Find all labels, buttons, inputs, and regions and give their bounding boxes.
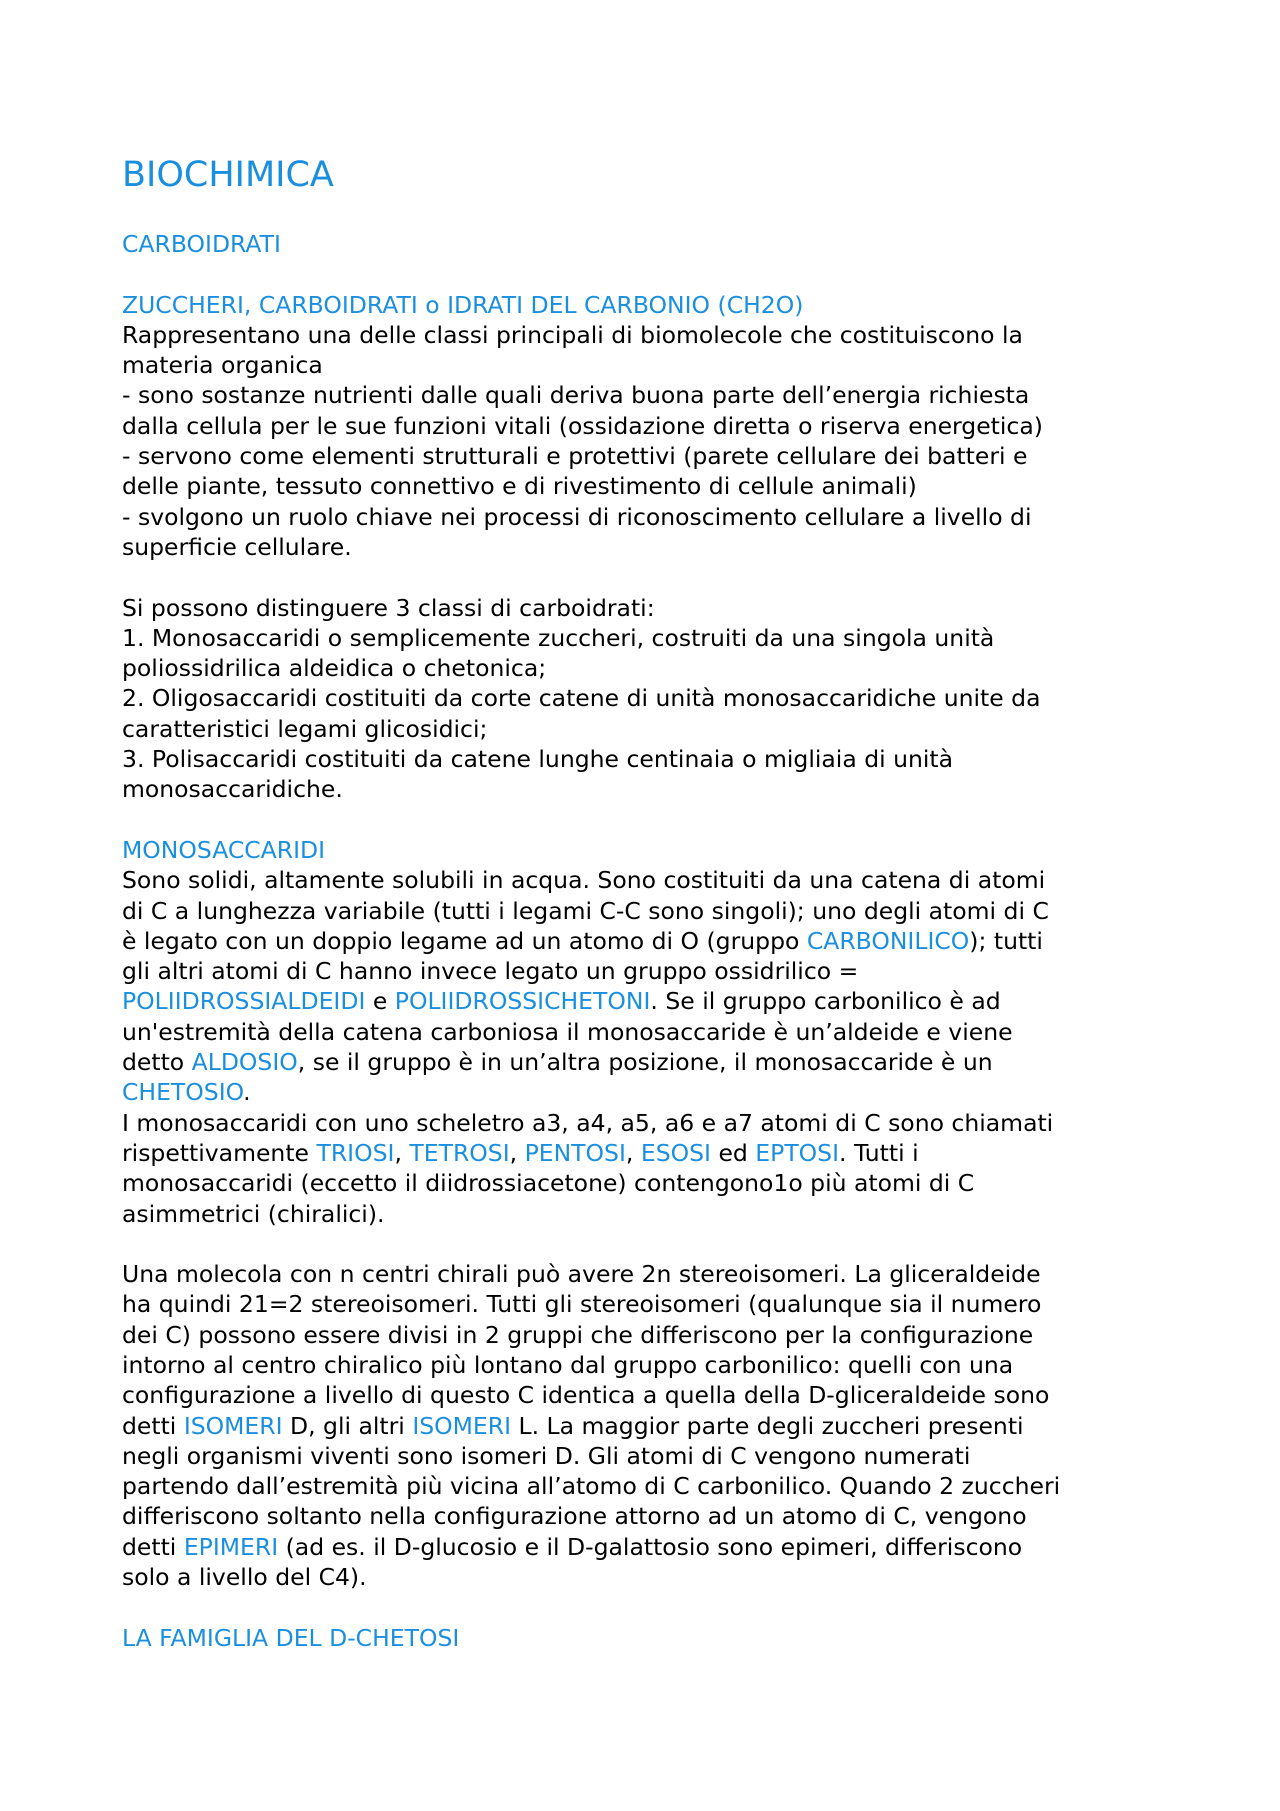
section-heading-carboidrati: CARBOIDRATI <box>122 230 281 258</box>
text-run: , <box>625 1138 641 1167</box>
text-line: 3. Polisaccaridi costituiti da catene lunghe centinaia o migliaia di unità <box>122 745 954 774</box>
text-run: è legato con un doppio legame ad un atomo di O (gruppo <box>122 926 807 955</box>
text-run: ); tutti <box>969 926 1043 955</box>
highlighted-term: EPIMERI <box>183 1532 279 1561</box>
text-run: D, gli altri <box>282 1411 413 1440</box>
text-line: asimmetrici (chiralici). <box>122 1199 385 1228</box>
text-run: e <box>365 987 395 1016</box>
stereoisomeri-paragraph <box>122 1259 1182 1592</box>
text-line: configurazione a livello di questo C identica a quella della D-gliceraldeide sono <box>122 1381 1050 1410</box>
text-line: gli altri atomi di C hanno invece legato un gruppo ossidrilico = <box>122 957 859 986</box>
text-line <box>122 1532 1182 1562</box>
text-line: - sono sostanze nutrienti dalle quali deriva buona parte dell’energia richiesta <box>122 381 1030 410</box>
text-line <box>122 1411 1182 1441</box>
highlighted-term: ISOMERI <box>412 1411 512 1440</box>
text-line: - servono come elementi strutturali e protettivi (parete cellulare dei batteri e <box>122 442 1028 471</box>
highlighted-term: PENTOSI <box>524 1138 626 1167</box>
highlighted-term: TRIOSI <box>316 1138 395 1167</box>
text-line: I monosaccaridi con uno scheletro a3, a4, a5, a6 e a7 atomi di C sono chiamati <box>122 1108 1054 1137</box>
text-line <box>122 1077 1182 1107</box>
text-line: - svolgono un ruolo chiave nei processi di riconoscimento cellulare a livello di <box>122 502 1032 531</box>
text-line: materia organica <box>122 351 323 380</box>
text-line <box>122 926 1182 956</box>
text-line: Si possono distinguere 3 classi di carboidrati: <box>122 593 655 622</box>
subsection-heading-zuccheri: ZUCCHERI, CARBOIDRATI o IDRATI DEL CARBONIO (CH2O) <box>122 290 804 319</box>
text-line: solo a livello del C4). <box>122 1563 367 1592</box>
text-line: monosaccaridi (eccetto il diidrossiacetone) contengono1o più atomi di C <box>122 1169 975 1198</box>
text-line: Sono solidi, altamente solubili in acqua. Sono costituiti da una catena di atomi <box>122 866 1046 895</box>
text-line: dalla cellula per le sue funzioni vitali (ossidazione diretta o riserva energetica) <box>122 411 1043 440</box>
monosaccaridi-paragraph <box>122 865 1182 1229</box>
text-line: Una molecola con n centri chirali può avere 2n stereoisomeri. La gliceraldeide <box>122 1260 1041 1289</box>
highlighted-term: POLIIDROSSIALDEIDI <box>122 987 366 1016</box>
highlighted-term: POLIIDROSSICHETONI <box>394 987 651 1016</box>
spacer <box>122 1592 1182 1622</box>
text-run: detti <box>122 1411 184 1440</box>
text-run: , <box>509 1138 525 1167</box>
text-line: superficie cellulare. <box>122 532 352 561</box>
highlighted-term: ALDOSIO <box>191 1048 298 1077</box>
spacer <box>122 259 1182 289</box>
text-line: Rappresentano una delle classi principali di biomolecole che costituiscono la <box>122 320 1023 349</box>
document-page <box>122 150 1182 1653</box>
text-line: intorno al centro chiralico più lontano dal gruppo carbonilico: quelli con una <box>122 1350 1014 1379</box>
text-line <box>122 986 1182 1016</box>
section-heading-d-chetosi: LA FAMIGLIA DEL D-CHETOSI <box>122 1623 460 1652</box>
text-run: ed <box>710 1138 756 1167</box>
text-line: caratteristici legami glicosidici; <box>122 714 488 743</box>
spacer <box>122 562 1182 592</box>
text-run: , se il gruppo è in un’altra posizione, il monosaccaride è un <box>297 1048 993 1077</box>
highlighted-term: ESOSI <box>640 1138 711 1167</box>
classes-paragraph <box>122 593 1182 805</box>
text-run: . Se il gruppo carbonilico è ad <box>650 987 1001 1016</box>
text-run: , <box>394 1138 410 1167</box>
text-line: poliossidrilica aldeidica o chetonica; <box>122 654 547 683</box>
text-line: di C a lunghezza variabile (tutti i legami C-C sono singoli); uno degli atomi di C <box>122 896 1049 925</box>
text-line: monosaccaridiche. <box>122 775 343 804</box>
text-run: L. La maggior parte degli zuccheri presenti <box>511 1411 1024 1440</box>
text-line: dei C) possono essere divisi in 2 gruppi che differiscono per la configurazione <box>122 1320 1034 1349</box>
highlighted-term: EPTOSI <box>755 1138 840 1167</box>
text-line: negli organismi viventi sono isomeri D. Gli atomi di C vengono numerati <box>122 1441 971 1470</box>
text-run: detti <box>122 1532 184 1561</box>
intro-paragraph <box>122 320 1182 562</box>
text-line <box>122 1047 1182 1077</box>
highlighted-term: ISOMERI <box>183 1411 283 1440</box>
highlighted-term: CARBONILICO <box>806 926 970 955</box>
text-line <box>122 1138 1182 1168</box>
section-heading-monosaccaridi: MONOSACCARIDI <box>122 835 326 864</box>
text-line: delle piante, tessuto connettivo e di rivestimento di cellule animali) <box>122 472 917 501</box>
highlighted-term: CHETOSIO <box>122 1078 244 1107</box>
text-line: differiscono soltanto nella configurazione attorno ad un atomo di C, vengono <box>122 1502 1027 1531</box>
spacer <box>122 805 1182 835</box>
text-run: rispettivamente <box>122 1138 317 1167</box>
text-run: . Tutti i <box>839 1138 919 1167</box>
text-run: . <box>243 1078 251 1107</box>
spacer <box>122 1229 1182 1259</box>
text-line: 2. Oligosaccaridi costituiti da corte catene di unità monosaccaridiche unite da <box>122 684 1041 713</box>
highlighted-term: TETROSI <box>409 1138 510 1167</box>
text-run: detto <box>122 1048 192 1077</box>
text-run: (ad es. il D-glucosio e il D-galattosio sono epimeri, differiscono <box>278 1532 1023 1561</box>
text-line: un'estremità della catena carboniosa il monosaccaride è un’aldeide e viene <box>122 1017 1013 1046</box>
document-title: BIOCHIMICA <box>122 155 334 195</box>
text-line: 1. Monosaccaridi o semplicemente zuccheri, costruiti da una singola unità <box>122 623 995 652</box>
text-line: partendo dall’estremità più vicina all’atomo di C carbonilico. Quando 2 zuccheri <box>122 1472 1061 1501</box>
text-line: ha quindi 21=2 stereoisomeri. Tutti gli stereoisomeri (qualunque sia il numero <box>122 1290 1042 1319</box>
